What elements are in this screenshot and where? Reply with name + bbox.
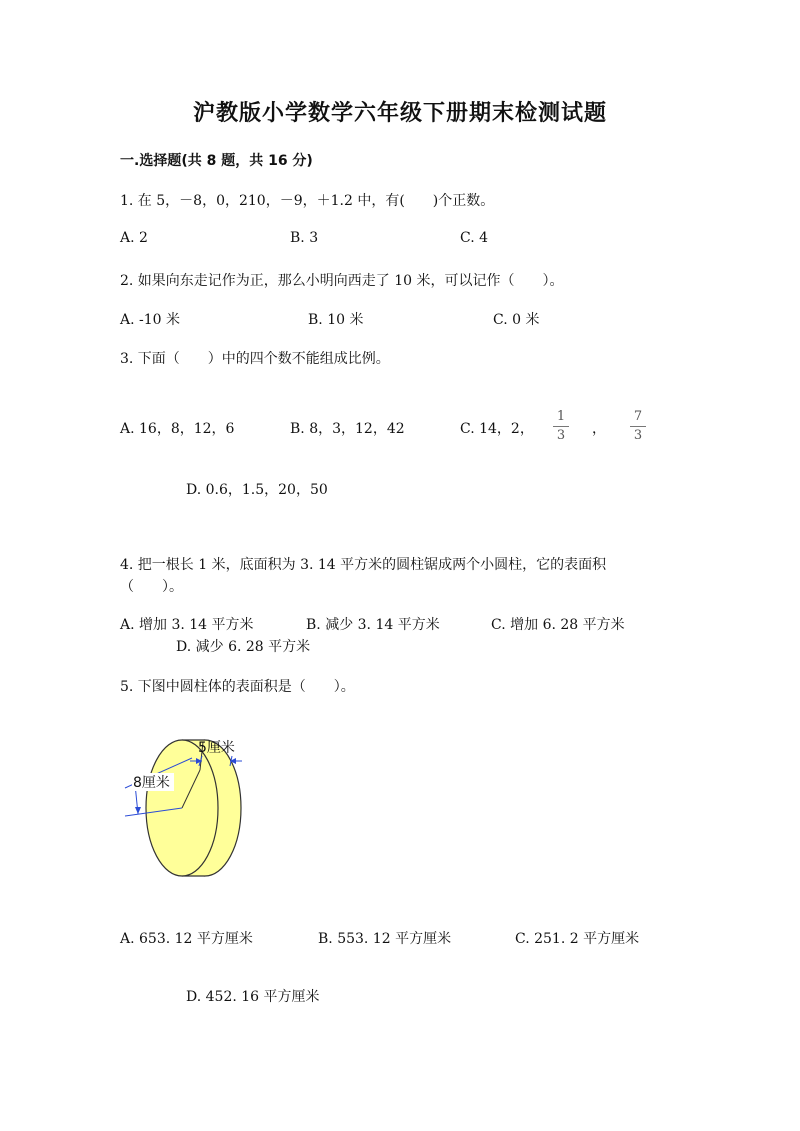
fraction-one-third-numerator: 1 <box>556 409 566 424</box>
question-5-option-d: D. 452. 16 平方厘米 <box>186 989 320 1005</box>
question-1-option-c: C. 4 <box>460 230 489 246</box>
question-2-option-c: C. 0 米 <box>493 312 540 328</box>
question-2-stem: 2. 如果向东走记作为正，那么小明向西走了 10 米，可以记作（ ）。 <box>120 273 564 289</box>
question-4-option-c: C. 增加 6. 28 平方米 <box>491 617 625 633</box>
question-3-stem: 3. 下面（ ）中的四个数不能组成比例。 <box>120 351 390 367</box>
width-label: 5厘米 <box>198 740 235 756</box>
question-3-option-b: B. 8，3，12，42 <box>290 421 405 437</box>
question-4-option-a: A. 增加 3. 14 平方米 <box>120 617 254 633</box>
question-3-option-a: A. 16，8，12，6 <box>120 421 235 437</box>
fraction-seven-thirds-denominator: 3 <box>633 428 643 443</box>
question-3-option-c: C. 14，2， <box>460 421 534 437</box>
question-1-stem: 1. 在 5，－8，0，210，－9，＋1.2 中，有( )个正数。 <box>120 193 495 209</box>
question-2-option-a: A. -10 米 <box>120 312 181 328</box>
question-5-option-c: C. 251. 2 平方厘米 <box>515 931 640 947</box>
fraction-one-third-denominator: 3 <box>556 428 566 443</box>
question-1-option-b: B. 3 <box>290 230 319 246</box>
fraction-bar <box>630 426 646 427</box>
question-2-option-b: B. 10 米 <box>308 312 364 328</box>
question-4-stem-line-1: 4. 把一根长 1 米，底面积为 3. 14 平方米的圆柱锯成两个小圆柱，它的表面积 <box>120 557 607 573</box>
question-5-option-b: B. 553. 12 平方厘米 <box>318 931 452 947</box>
question-5-option-a: A. 653. 12 平方厘米 <box>120 931 253 947</box>
section-heading: 一.选择题(共 8 题，共 16 分) <box>120 153 313 169</box>
question-3-option-c-comma: ， <box>592 421 606 437</box>
question-4-option-b: B. 减少 3. 14 平方米 <box>306 617 440 633</box>
page-title: 沪教版小学数学六年级下册期末检测试题 <box>192 101 607 126</box>
fraction-seven-thirds <box>630 409 646 444</box>
question-1-option-a: A. 2 <box>120 230 148 246</box>
fraction-one-third <box>553 409 569 444</box>
cylinder-figure <box>120 730 260 880</box>
question-3-option-d: D. 0.6，1.5，20，50 <box>186 482 328 498</box>
question-5-stem: 5. 下图中圆柱体的表面积是（ ）。 <box>120 679 355 695</box>
fraction-seven-thirds-numerator: 7 <box>633 409 643 424</box>
radius-arrowhead-bottom <box>135 807 141 814</box>
radius-label: 8厘米 <box>133 775 170 791</box>
question-4-option-d: D. 减少 6. 28 平方米 <box>176 639 311 655</box>
question-4-stem-line-2: （ ）。 <box>120 579 183 595</box>
fraction-bar <box>553 426 569 427</box>
